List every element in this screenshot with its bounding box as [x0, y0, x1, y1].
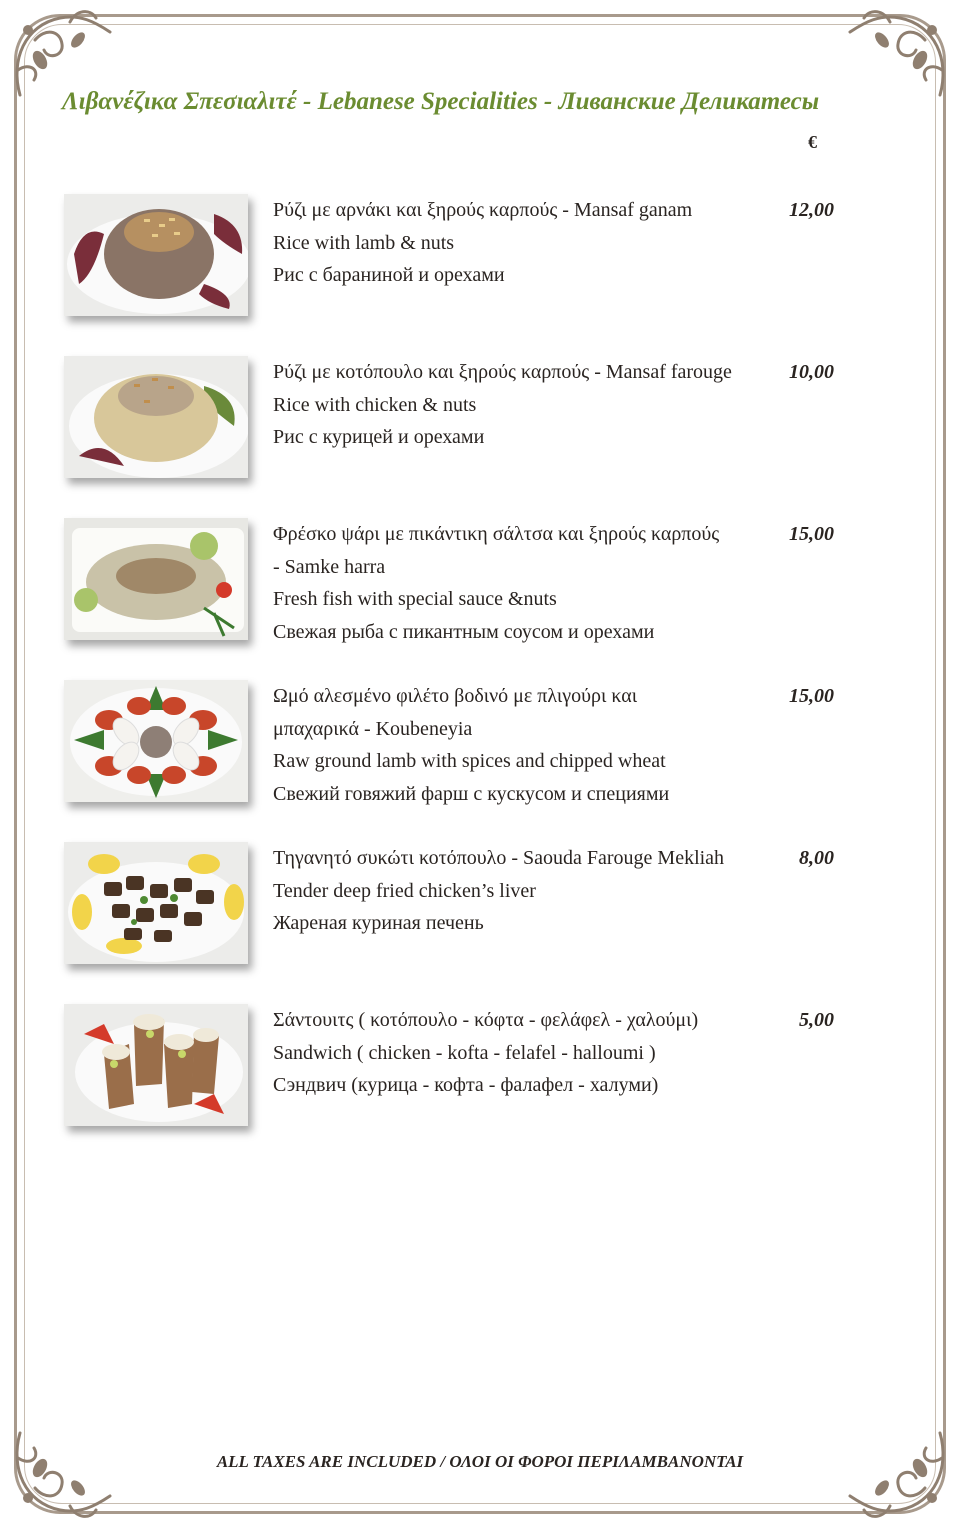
menu-item [64, 194, 844, 324]
item-price: 15,00 [789, 685, 834, 707]
item-name-greek-cont: - Samke harra [273, 555, 386, 578]
taxes-note: ALL TAXES ARE INCLUDED / ΟΛΟΙ ΟΙ ΦΟΡΟΙ ΠΕΡΙΛΑΜΒΑΝΟΝΤΑΙ [216, 1452, 744, 1471]
menu-item-text [273, 356, 773, 454]
item-name-greek: Ρύζι με κοτόπουλο και ξηρούς καρπούς - Mansaf farouge [273, 361, 732, 383]
menu-item-text [273, 194, 773, 292]
menu-item [64, 356, 844, 486]
item-price: 8,00 [799, 847, 834, 869]
item-name-greek: Τηγανητό συκώτι κοτόπουλο - Saouda Farouge Mekliah [273, 847, 725, 869]
menu-item [64, 842, 844, 972]
fried-chicken-liver-photo [64, 842, 248, 964]
item-name-russian: Рис с курицей и орехами [273, 426, 485, 448]
menu-item-text [273, 518, 773, 648]
item-name-russian: Сэндвич (курица - кофта - фалафел - халуми) [273, 1074, 659, 1096]
item-price: 10,00 [789, 361, 834, 383]
item-name-greek: Ωμό αλεσμένο φιλέτο βοδινό με πλιγούρι και [273, 685, 638, 707]
item-name-greek: Σάντουιτς ( κοτόπουλο - κόφτα - φελάφελ - χαλούμι) [273, 1009, 699, 1031]
item-price: 5,00 [799, 1009, 834, 1031]
menu-item [64, 518, 844, 648]
menu-item [64, 1004, 844, 1134]
item-name-greek-cont: μπαχαρικά - Koubeneyia [273, 717, 473, 740]
raw-meat-koubeneyia-photo [64, 680, 248, 802]
item-name-english: Rice with chicken & nuts [273, 393, 477, 416]
item-name-greek: Ρύζι με αρνάκι και ξηρούς καρπούς - Mansaf ganam [273, 199, 693, 221]
item-name-english: Rice with lamb & nuts [273, 231, 455, 254]
menu-item-text [273, 842, 773, 940]
item-name-english: Tender deep fried chicken’s liver [273, 879, 536, 902]
item-name-russian: Жареная куриная печень [273, 912, 484, 934]
item-name-english: Raw ground lamb with spices and chipped wheat [273, 750, 666, 772]
rice-lamb-nuts-photo [64, 194, 248, 316]
item-price: 12,00 [789, 199, 834, 221]
item-name-russian: Свежая рыба с пикантным соусом и орехами [273, 620, 655, 643]
menu-item [64, 680, 844, 810]
item-name-russian: Рис с бараниной и орехами [273, 264, 505, 286]
page-title: Λιβανέζικα Σπεσιαλιτέ - Lebanese Specialities - Ливанские Деликатесы [62, 88, 820, 115]
sandwich-rolls-photo [64, 1004, 248, 1126]
currency-symbol: € [808, 132, 817, 152]
rice-chicken-nuts-photo [64, 356, 248, 478]
item-name-english: Sandwich ( chicken - kofta - felafel - halloumi ) [273, 1041, 656, 1064]
item-name-english: Fresh fish with special sauce &nuts [273, 588, 557, 610]
fish-sauce-nuts-photo [64, 518, 248, 640]
menu-item-text [273, 680, 773, 810]
item-name-russian: Свежий говяжий фарш с кускусом и специями [273, 782, 670, 805]
menu-item-text [273, 1004, 773, 1102]
item-name-greek: Φρέσκο ψάρι με πικάντικη σάλτσα και ξηρούς καρπούς [273, 523, 720, 545]
item-price: 15,00 [789, 523, 834, 545]
